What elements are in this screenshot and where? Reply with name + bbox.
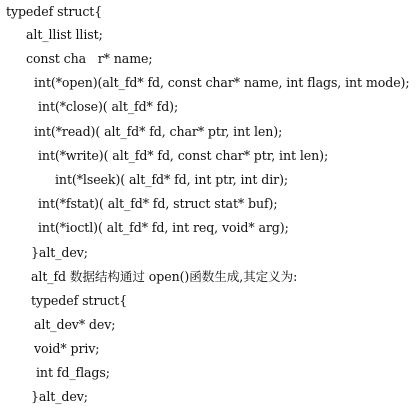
code-line-close: int(*close)( alt_fd* fd); xyxy=(38,99,179,114)
code-line-priv: void* priv; xyxy=(34,341,100,356)
prose-line-alt-fd: alt_fd 数据结构通过 open()函数生成,其定义为: xyxy=(31,269,298,284)
code-line-fstat: int(*fstat)( alt_fd* fd, struct stat* buf); xyxy=(38,196,278,211)
code-line-open: int(*open)(alt_fd* fd, const char* name, int flags, int mode); xyxy=(34,75,410,90)
code-line-llist: alt_llist llist; xyxy=(26,27,103,42)
code-line-lseek: int(*lseek)( alt_fd* fd, int ptr, int dir); xyxy=(55,172,289,187)
code-line-name: const cha r* name; xyxy=(26,51,153,66)
code-line-read: int(*read)( alt_fd* fd, char* ptr, int len); xyxy=(34,124,283,139)
code-line-typedef-2: typedef struct{ xyxy=(31,293,128,308)
code-line-fd-flags: int fd_flags; xyxy=(36,365,110,380)
code-line-write: int(*write)( alt_fd* fd, const char* ptr, int len); xyxy=(38,148,329,163)
code-line-dev: alt_dev* dev; xyxy=(34,317,116,332)
code-line-struct-end: }alt_dev; xyxy=(31,245,88,260)
code-line-typedef: typedef struct{ xyxy=(6,4,103,19)
code-line-ioctl: int(*ioctl)( alt_fd* fd, int req, void* arg); xyxy=(38,220,289,235)
code-line-struct-end-2: }alt_dev; xyxy=(31,389,88,404)
